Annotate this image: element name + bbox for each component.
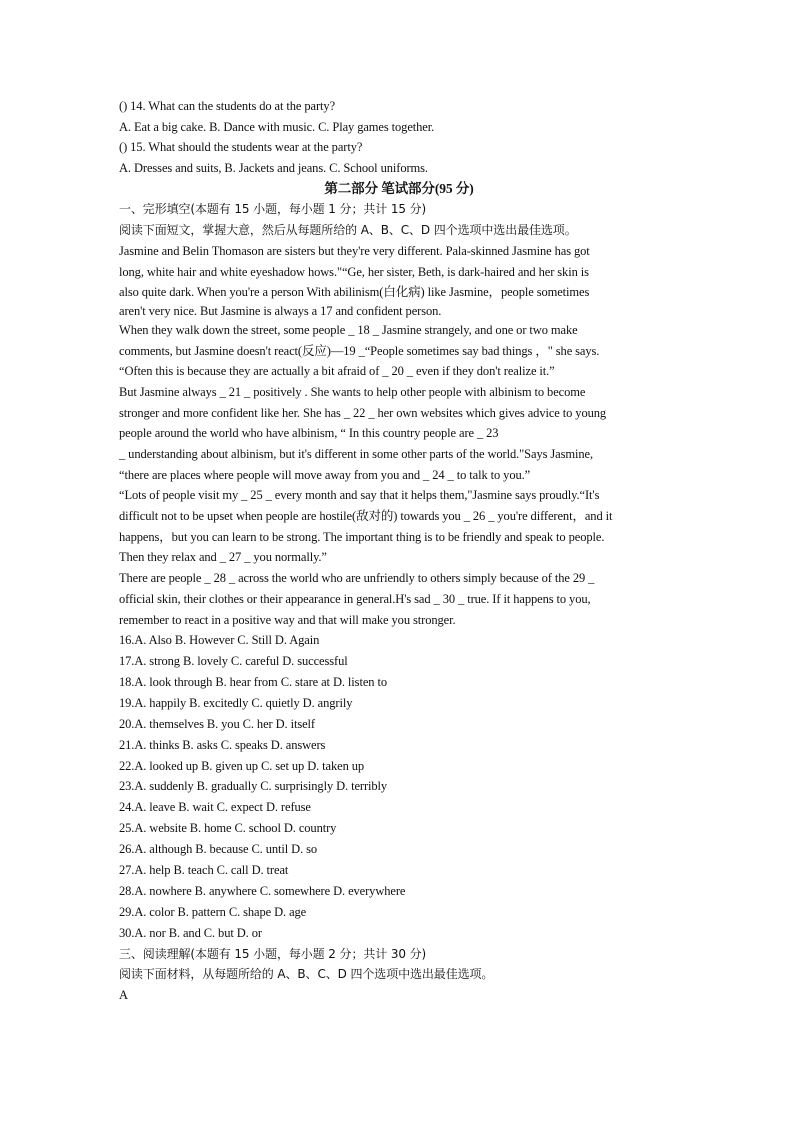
option-row: 26.A. although B. because C. until D. so	[119, 842, 318, 857]
passage-line: long, white hair and white eyeshadow hows."“Ge, her sister, Beth, is dark-haired and her skin is	[119, 264, 589, 279]
option-row: 23.A. suddenly B. gradually C. surprisingly D. terribly	[119, 779, 388, 794]
passage-line: “there are places where people will move away from you and _ 24 _ to talk to you.”	[119, 467, 531, 482]
passage-line: “Often this is because they are actually a bit afraid of _ 20 _ even if they don't realize it.”	[119, 364, 555, 379]
part2-title: 第二部分 笔试部分(95 分)	[324, 180, 474, 196]
question-14: () 14. What can the students do at the party?	[119, 99, 336, 113]
passage-line: stronger and more confident like her. She has _ 22 _ her own websites which gives advice to young	[119, 405, 607, 420]
section3-heading: 三、阅读理解(本题有 15 小题，每小题 2 分；共计 30 分)	[119, 946, 427, 961]
passage-line: remember to react in a positive way and that will make you stronger.	[119, 612, 456, 627]
option-row: 28.A. nowhere B. anywhere C. somewhere D. everywhere	[119, 883, 406, 898]
option-row: 27.A. help B. teach C. call D. treat	[119, 862, 289, 877]
option-row: 20.A. themselves B. you C. her D. itself	[119, 716, 315, 731]
passage-line: official skin, their clothes or their appearance in general.H's sad _ 30 _ true. If it happens to you,	[119, 591, 591, 606]
option-row: 24.A. leave B. wait C. expect D. refuse	[119, 800, 311, 815]
listening-questions	[119, 96, 679, 179]
passage-line: “Lots of people visit my _ 25 _ every month and say that it helps them,"Jasmine says proudly.“It's	[119, 488, 600, 503]
passage-line: There are people _ 28 _ across the world who are unfriendly to others simply because of the 29 _	[119, 571, 595, 586]
passage-line: _ understanding about albinism, but it's different in some other parts of the world."Says Jasmine,	[119, 447, 593, 461]
section3-instruction: 阅读下面材料，从每题所给的 A、B、C、D 四个选项中选出最佳选项。	[119, 967, 494, 982]
option-row: 21.A. thinks B. asks C. speaks D. answers	[119, 737, 326, 752]
passage-line: happens，but you can learn to be strong. The important thing is to be friendly and speak to people.	[119, 529, 605, 544]
passage-line: Jasmine and Belin Thomason are sisters but they're very different. Pala-skinned Jasmine has got	[119, 243, 590, 258]
option-row: 19.A. happily B. excitedly C. quietly D. angrily	[119, 695, 353, 710]
option-row: 29.A. color B. pattern C. shape D. age	[119, 904, 307, 919]
question-15-options: A. Dresses and suits, B. Jackets and jeans. C. School uniforms.	[119, 161, 428, 176]
option-row: 16.A. Also B. However C. Still D. Again	[119, 633, 320, 648]
passage-line: When they walk down the street, some people _ 18 _ Jasmine strangely, and one or two make	[119, 322, 578, 337]
section3-passage-label: A	[119, 987, 128, 1002]
question-14-options: A. Eat a big cake. B. Dance with music. C. Play games together.	[119, 119, 435, 134]
cloze-options	[119, 630, 679, 943]
passage-line: comments, but Jasmine doesn't react(反应)—19 _“People sometimes say bad things ，" she says.	[119, 343, 600, 358]
passage-line: But Jasmine always _ 21 _ positively . She wants to help other people with albinism to become	[119, 384, 586, 399]
passage-line: aren't very nice. But Jasmine is always a 17 and confident person.	[119, 303, 442, 318]
option-row: 30.A. nor B. and C. but D. or	[119, 925, 262, 940]
section1-heading: 一、完形填空(本题有 15 小题，每小题 1 分；共计 15 分)	[119, 202, 427, 217]
section1-instruction: 阅读下面短文，掌握大意，然后从每题所给的 A、B、C、D 四个选项中选出最佳选项。	[119, 223, 577, 238]
passage-line: difficult not to be upset when people are hostile(敌对的) towards you _ 26 _ you're different，and it	[119, 509, 613, 524]
passage-line: also quite dark. When you're a person With abilinism(白化病) like Jasmine，people sometimes	[119, 285, 590, 300]
cloze-passage	[119, 241, 679, 630]
question-15: () 15. What should the students wear at the party?	[119, 140, 363, 155]
option-row: 25.A. website B. home C. school D. country	[119, 821, 337, 836]
option-row: 22.A. looked up B. given up C. set up D. taken up	[119, 758, 365, 773]
exam-page	[119, 96, 679, 1006]
option-row: 18.A. look through B. hear from C. stare at D. listen to	[119, 674, 387, 689]
option-row: 17.A. strong B. lovely C. careful D. successful	[119, 654, 348, 669]
passage-line: people around the world who have albinism, “ In this country people are _ 23	[119, 426, 499, 441]
passage-line: Then they relax and _ 27 _ you normally.”	[119, 550, 327, 565]
